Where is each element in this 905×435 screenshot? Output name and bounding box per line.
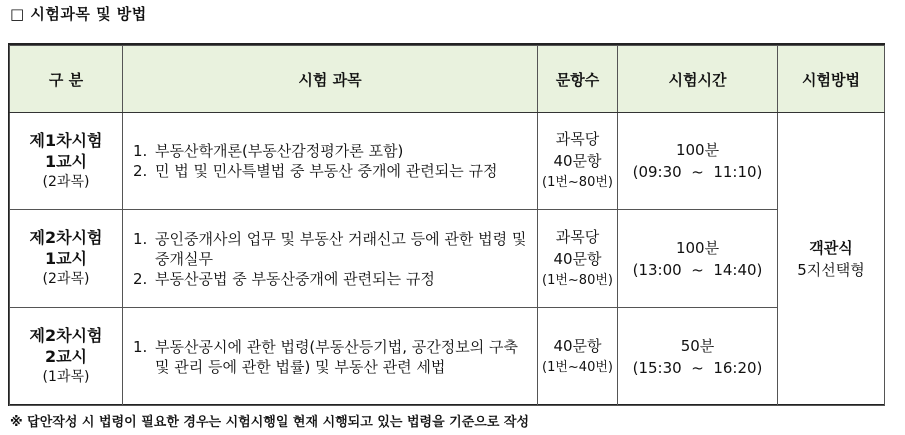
subjects-cell: [123, 308, 538, 406]
table-header-row: [10, 46, 885, 113]
method-type: 객관식: [809, 239, 853, 257]
duration: 100분: [675, 238, 720, 257]
header-exam-method: 시험방법: [778, 46, 885, 113]
table-row: [10, 308, 885, 406]
table-row: [10, 113, 885, 210]
questions-per-subject: 과목당: [555, 130, 600, 148]
exam-session: 2교시: [44, 347, 88, 366]
exam-method-cell: [778, 113, 885, 406]
subject-count: (2과목): [42, 173, 90, 190]
item-number: 1.: [133, 142, 148, 160]
time-range: (13:00 ~ 14:40): [632, 260, 763, 279]
exam-category-cell: [10, 308, 123, 406]
questions-per-subject: 과목당: [555, 227, 600, 246]
list-item: [133, 161, 527, 181]
subject-text: 부동산공법 중 부동산중개에 관련되는 규정: [155, 269, 435, 288]
header-subjects: 시험 과목: [123, 46, 538, 113]
question-count-cell: [538, 210, 618, 308]
header-question-count: 문항수: [538, 46, 618, 113]
subject-text: 부동산학개론(부동산감정평가론 포함): [155, 142, 404, 160]
questions-count: 40문항: [553, 249, 602, 268]
exam-session: 1교시: [44, 249, 88, 268]
exam-name: 제2차시험: [29, 228, 103, 247]
exam-session: 1교시: [44, 151, 88, 171]
section-title: □ 시험과목 및 방법: [10, 5, 147, 23]
question-range: (1번~80번): [542, 175, 613, 190]
item-number: 1.: [133, 229, 148, 248]
table-row: [10, 210, 885, 308]
item-number: 2.: [133, 269, 148, 288]
time-range: (09:30 ~ 11:10): [632, 163, 763, 181]
subjects-cell: [123, 113, 538, 210]
exam-name: 제2차시험: [29, 326, 103, 345]
item-number: 2.: [133, 162, 148, 180]
exam-category-cell: [10, 210, 123, 308]
item-number: 1.: [133, 337, 148, 356]
duration: 50분: [680, 336, 715, 355]
header-category: 구 분: [10, 46, 123, 113]
header-exam-time: 시험시간: [618, 46, 778, 113]
subject-text: 부동산공시에 관한 법령(부동산등기법, 공간정보의 구축 및 관리 등에 관한 법률) 및 부동산 관련 세법: [155, 337, 518, 376]
questions-count: 40문항: [553, 336, 602, 355]
list-item: [133, 337, 527, 377]
question-range: (1번~40번): [542, 359, 613, 375]
list-item: [133, 141, 527, 161]
exam-name: 제1차시험: [29, 130, 103, 150]
method-detail: 5지선택형: [797, 261, 865, 279]
question-count-cell: [538, 308, 618, 406]
question-count-cell: [538, 113, 618, 210]
questions-count: 40문항: [553, 152, 602, 170]
subject-text: 공인중개사의 업무 및 부동산 거래신고 등에 관한 법령 및 중개실무: [155, 229, 527, 268]
question-range: (1번~80번): [542, 272, 613, 288]
exam-category-cell: [10, 113, 123, 210]
exam-time-cell: [618, 308, 778, 406]
duration: 100분: [675, 141, 720, 159]
list-item: [133, 269, 527, 289]
subject-text: 민 법 및 민사특별법 중 부동산 중개에 관련되는 규정: [155, 162, 498, 180]
exam-schedule-table: [8, 43, 885, 406]
time-range: (15:30 ~ 16:20): [632, 358, 763, 377]
exam-time-cell: [618, 210, 778, 308]
exam-time-cell: [618, 113, 778, 210]
footnote: ※ 답안작성 시 법령이 필요한 경우는 시험시행일 현재 시행되고 있는 법령을 기준으로 작성: [10, 415, 530, 430]
subject-count: (1과목): [42, 369, 90, 385]
list-item: [133, 229, 527, 269]
subject-count: (2과목): [42, 271, 90, 287]
subjects-cell: [123, 210, 538, 308]
